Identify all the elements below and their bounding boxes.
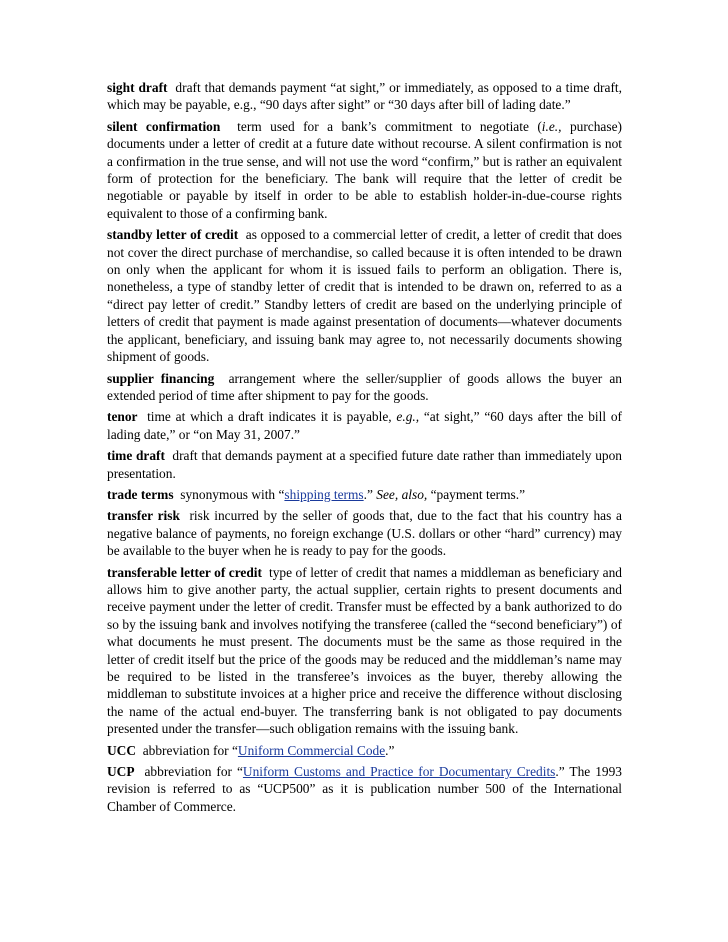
term-time-draft: time draft [107,448,165,464]
term-sight-draft: sight draft [107,80,168,95]
shipping-terms-link[interactable]: shipping terms [284,486,364,502]
definition-ucc-part-2: .” [385,742,395,758]
glossary-entry-time-draft [107,447,622,482]
definition-ucc-part-1: abbreviation for “ [142,742,238,758]
definition-transfer-risk: risk incurred by the seller of goods that, due to the fact that his country has a negative balance of payments, no foreign exchange (U.S. dollars or other “hard” currency) may be available to the buyer when he is ready to pay for the goods. [107,508,622,559]
glossary-entry-transfer-risk [107,507,622,559]
term-tenor: tenor [107,409,138,425]
glossary-entry-trade-terms [107,486,622,503]
glossary-entry-standby-letter-of-credit [107,226,622,365]
definition-ucp-part-1: abbreviation for “ [144,764,243,780]
term-trade-terms: trade terms [107,486,174,502]
glossary-entry-ucp [107,763,622,815]
term-standby-letter-of-credit: standby letter of credit [107,227,239,243]
glossary-entry-supplier-financing [107,370,622,405]
uniform-customs-and-practice-link[interactable]: Uniform Customs and Practice for Documentary Credits [242,764,556,780]
term-transfer-risk: transfer risk [107,508,180,524]
definition-trade-terms-part-1: synonymous with “ [180,486,285,502]
definition-trade-terms-part-2: .” [363,486,377,502]
definition-trade-terms-part-3: “payment terms.” [427,486,526,502]
term-ucp: UCP [107,764,135,780]
definition-time-draft: draft that demands payment at a specified future date rather than immediately upon presentation. [107,448,622,481]
definition-silent-confirmation-part-1: term used for a bank’s commitment to negotiate ( [237,118,542,134]
definition-silent-confirmation-part-2: purchase) documents under a letter of credit at a future date without recourse. A silent confirmation is not a confirmation in the true sense, and will not use the word “confirm,” but is rather an equivalent form of protection for the beneficiary. The bank will require that the letter of credit be negotiable or payable by itself in order to be able to establish holder-in-due-course rights equivalent to those of a confirming bank. [107,118,622,221]
definition-supplier-financing: arrangement where the seller/supplier of goods allows the buyer an extended period of time after shipment to pay for the goods. [107,370,622,403]
glossary-entry-sight-draft [107,79,622,114]
glossary-entry-silent-confirmation [107,118,622,222]
definition-trade-terms-italic: See, also, [376,486,428,502]
definition-silent-confirmation-italic: i.e., [541,118,562,134]
glossary-page [107,79,622,819]
definition-transferable-letter-of-credit: type of letter of credit that names a middleman as beneficiary and allows him to give another party, the actual supplier, certain rights to present documents and receive payment under the letter of credit. Transfer must be effected by a bank authorized to do so by the issuing bank and involves notifying the transferee (called the “second beneficiary”) of what documents he must present. The documents must be the same as those required in the letter of credit itself but the price of the goods may be reduced and the middleman’s name may be required to be listed in the transferee’s invoices as the buyer, thereby allowing the middleman to substitute invoices at a higher price and receive the difference without disclosing the name of the actual end-buyer. The transferring bank is not obligated to pay documents presented under the transfer—such obligation remains with the issuing bank. [107,564,622,737]
glossary-entry-transferable-letter-of-credit [107,564,622,738]
definition-tenor-part-1: time at which a draft indicates it is payable, [147,409,397,425]
definition-tenor-italic: e.g., [396,409,420,425]
glossary-entry-tenor [107,408,622,443]
uniform-commercial-code-link[interactable]: Uniform Commercial Code [237,742,386,758]
definition-ucp-part-2: .” The 1993 revision is referred to as “UCP500” as it is publication number 500 of the International Chamber of Commerce. [107,764,622,814]
term-supplier-financing: supplier financing [107,370,215,386]
term-ucc: UCC [107,742,137,758]
term-transferable-letter-of-credit: transferable letter of credit [107,564,262,580]
definition-tenor-part-2: “at sight,” “60 days after the bill of lading date,” or “on May 31, 2007.” [107,409,623,442]
definition-standby-letter-of-credit: as opposed to a commercial letter of credit, a letter of credit that does not cover the direct purchase of merchandise, so called because it is often intended to be drawn on only when the applicant for whom it is issued fails to perform an obligation. There is, nonetheless, a type of standby letter of credit that is intended to be drawn on, referred to as a “direct pay letter of credit.” Standby letters of credit are based on the underlying principle of letters of credit that payment is made against presentation of documents—whatever documents the applicant, beneficiary, and issuing bank may agree to, not necessarily documents showing shipment of goods. [107,227,622,365]
definition-sight-draft: draft that demands payment “at sight,” or immediately, as opposed to a time draft, which may be payable, e.g., “90 days after sight” or “30 days after bill of lading date.” [107,80,622,113]
term-silent-confirmation: silent confirmation [107,118,221,134]
glossary-entry-ucc [107,742,622,759]
